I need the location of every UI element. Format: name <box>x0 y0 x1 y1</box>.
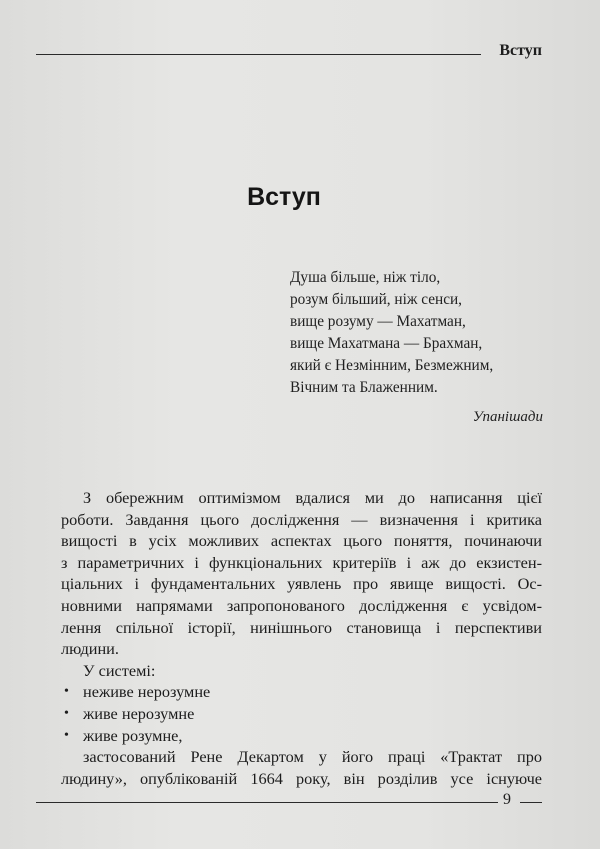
footer-rule <box>520 802 542 803</box>
running-header <box>36 42 542 64</box>
epigraph-line: який є Незмінним, Безмежним, <box>290 357 494 374</box>
paragraph-line: новними напрямами запропонованого дослідження є усвідом- <box>61 595 542 615</box>
paragraph-line: З обережним оптимізмом вдалися ми до написання цієї <box>83 488 542 507</box>
bullet-icon: • <box>64 684 69 700</box>
paragraph-line: роботи. Завдання цього дослідження — визначення і критика <box>61 509 542 529</box>
epigraph-line: вище Махатмана — Брахман, <box>290 335 483 352</box>
header-rule <box>36 54 481 55</box>
paragraph-line: людину», опублікованій 1664 року, він розділив усе існуюче <box>61 768 542 788</box>
bullet-text: живе розумне, <box>83 725 183 745</box>
system-intro: У системі: <box>83 660 156 680</box>
bullet-text: живе нерозумне <box>83 703 195 723</box>
paragraph-line: застосований Рене Декартом у його праці «Трактат про <box>83 747 542 767</box>
page-number: 9 <box>503 791 511 808</box>
paragraph-line: лення спільної історії, нинішнього становища і перспективи <box>61 617 542 637</box>
chapter-title: Вступ <box>247 183 321 211</box>
epigraph-line: Вічним та Блаженним. <box>290 379 438 396</box>
epigraph-source: Упанішади <box>472 409 543 425</box>
page-footer <box>36 789 542 813</box>
epigraph-line: розум більший, ніж сенси, <box>290 291 462 308</box>
running-header-title: Вступ <box>499 42 542 59</box>
paragraph-line: людини. <box>61 639 119 659</box>
bullet-item <box>61 681 542 703</box>
bullet-item <box>61 725 542 747</box>
footer-rule <box>36 802 498 803</box>
bullet-text: неживе нерозумне <box>83 682 211 702</box>
paragraph-line: ціальних і фундаментальних уявлень про явище вищості. Ос- <box>61 574 542 594</box>
bullet-icon: • <box>64 705 69 721</box>
bullet-icon: • <box>64 727 69 743</box>
epigraph <box>290 267 542 399</box>
epigraph-line: Душа більше, ніж тіло, <box>290 269 441 286</box>
paragraph-line: вищості в усіх можливих аспектах цього поняття, починаючи <box>61 531 542 551</box>
paragraph-line: з параметричних і функціональних критеріїв і аж до екзистен- <box>61 552 542 572</box>
body-text <box>61 487 542 789</box>
epigraph-line: вище розуму — Махатман, <box>290 313 466 330</box>
bullet-item <box>61 703 542 725</box>
